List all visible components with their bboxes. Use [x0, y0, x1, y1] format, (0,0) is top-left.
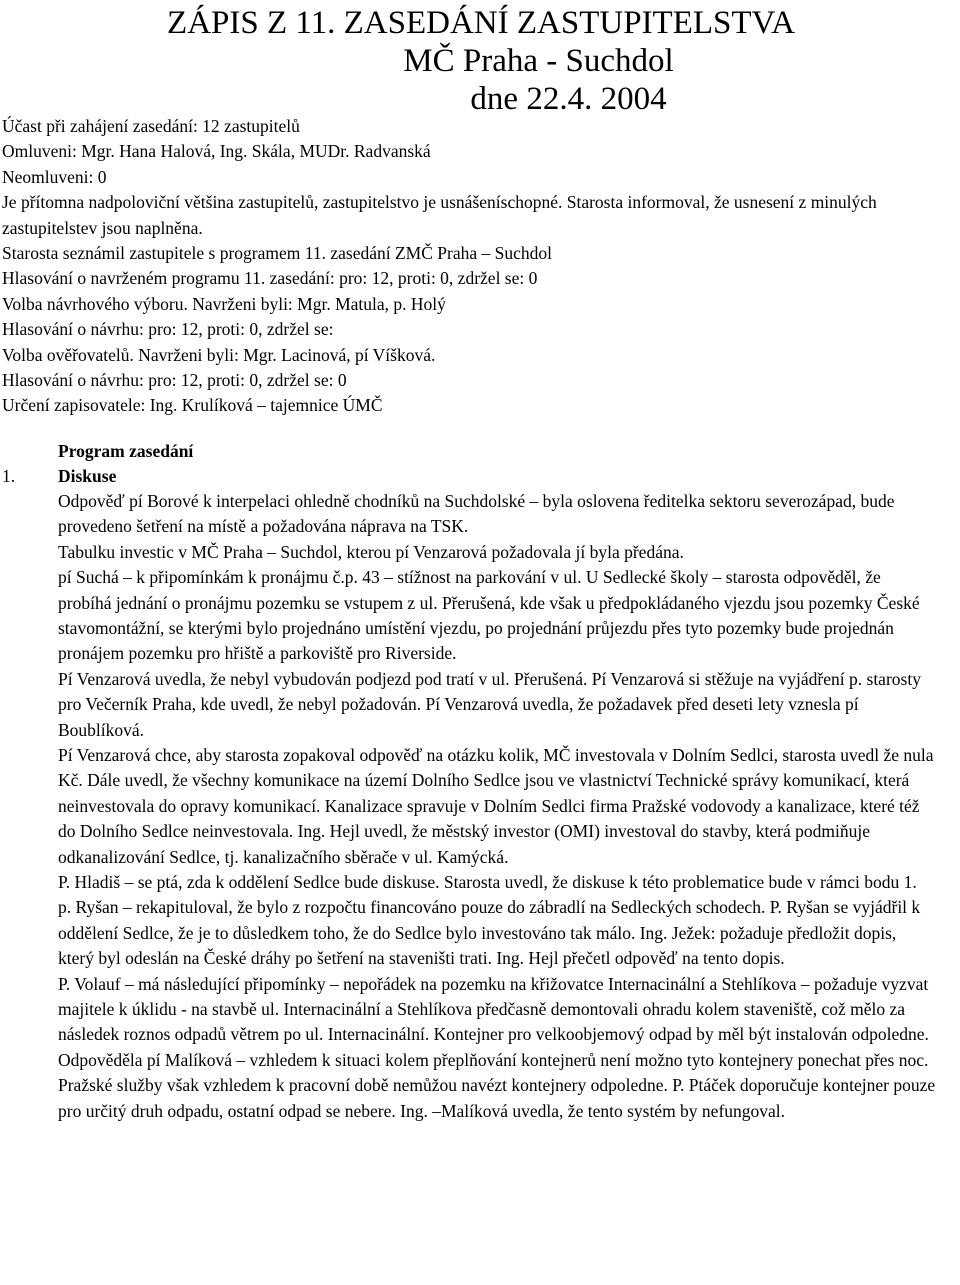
title-line-3: dne 22.4. 2004: [470, 81, 667, 117]
agenda-item-label: Diskuse: [58, 465, 117, 486]
intro-section: [2, 114, 960, 419]
unexcused-line: Neomluveni: 0: [2, 166, 107, 187]
agenda-item-1: [2, 464, 960, 489]
program-vote-line: Hlasování o navrženém programu 11. zasedání: pro: 12, proti: 0, zdržel se: 0: [2, 268, 538, 289]
discussion-paragraph: P. Hladiš – se ptá, zda k oddělení Sedlce bude diskuse. Starosta uvedl, že diskuse k této problematice bude v rámci bodu 1.: [58, 871, 917, 892]
committee-vote-line: Hlasování o návrhu: pro: 12, proti: 0, zdržel se:: [2, 319, 334, 340]
agenda-item-number: 1.: [2, 465, 16, 486]
excused-line: Omluveni: Mgr. Hana Halová, Ing. Skála, MUDr. Radvanská: [2, 141, 431, 162]
committee-election-line: Volba návrhového výboru. Navrženi byli: Mgr. Matula, p. Holý: [2, 293, 446, 314]
discussion-paragraph: P. Volauf – má následující připomínky – nepořádek na pozemku na křižovatce Internacinální a Stehlíkova – požaduje vyzvat majitele k úklidu - na stavbě ul. Internacinální a Stehlíkova předčasně demontovali ohradu kolem staveniště, což mělo za následek roznos odpadů větrem po ul. Internacinální. Kontejner pro velkoobjemový odpad by měl být instalován odpoledne. Odpověděla pí Malíková – vzhledem k situaci kolem přeplňování kontejnerů není možno tyto kontejnery ponechat přes noc. Pražské služby však vzhledem k pracovní době nemůžou navézt kontejnery odpoledne. P. Ptáček doporučuje kontejner pouze pro určitý druh odpadu, ostatní odpad se nebere. Ing. –Malíková uvedla, že tento systém by nefungoval.: [58, 973, 936, 1121]
discussion-paragraph: p. Ryšan – rekapituloval, že bylo z rozpočtu financováno pouze do zábradlí na Sedleckých schodech. P. Ryšan se vyjádřil k oddělení Sedlce, že je to důsledkem toho, že do Sedlce bylo investováno tak málo. Ing. Ježek: požaduje předložit dopis, který byl odeslán na České dráhy po šetření na staveništi trati. Ing. Hejl přečetl odpověď na tento dopis.: [58, 897, 921, 969]
discussion-paragraph: Tabulku investic v MČ Praha – Suchdol, kterou pí Venzarová požadovala jí byla předána.: [58, 541, 684, 562]
discussion-paragraph: Odpověď pí Borové k interpelaci ohledně chodníků na Suchdolské – byla oslovena ředitelka sektoru severozápad, bude provedeno šetření na místě a požadována náprava na TSK.: [58, 490, 895, 537]
quorum-paragraph: Je přítomna nadpoloviční většina zastupitelů, zastupitelstvo je usnášeníschopné. Starosta informoval, že usnesení z minulých zastupitelstev jsou naplněna.: [2, 192, 877, 238]
title-line-2: MČ Praha - Suchdol: [403, 43, 674, 79]
discussion-body: [58, 489, 960, 1124]
verifiers-vote-line: Hlasování o návrhu: pro: 12, proti: 0, zdržel se: 0: [2, 370, 347, 391]
recorder-line: Určení zapisovatele: Ing. Krulíková – tajemnice ÚMČ: [2, 395, 383, 416]
document-title: [2, 0, 960, 118]
discussion-paragraph: Pí Venzarová chce, aby starosta zopakoval odpověď na otázku kolik, MČ investovala v Dolním Sedlci, starosta uvedl že nula Kč. Dále uvedl, že všechny komunikace na území Dolního Sedlce jsou ve vlastnictví Technické správy komunikací, která neinvestovala do opravy komunikací. Kanalizace spravuje v Dolním Sedlci firma Pražské vodovody a kanalizace, které též do Dolního Sedlce neinvestovala. Ing. Hejl uvedl, že městský investor (OMI) investoval do stavby, která podmiňuje odkanalizování Sedlce, tj. kanalizačního sběrače v ul. Kamýcká.: [58, 744, 934, 867]
program-intro-line: Starosta seznámil zastupitele s programem 11. zasedání ZMČ Praha – Suchdol: [2, 243, 552, 264]
discussion-paragraph: pí Suchá – k připomínkám k pronájmu č.p. 43 – stížnost na parkování v ul. U Sedlecké školy – starosta odpověděl, že probíhá jednání o pronájmu pozemku se vstupem z ul. Přerušená, kde však u předpokládaného vjezdu jsou pozemky České stavomontážní, se kterými bylo projednáno umístění vjezdu, po projednání průjezdu přes tyto pozemky bude projednán pronájem pozemku pro hřiště a parkoviště pro Riverside.: [58, 567, 920, 664]
title-line-1: ZÁPIS Z 11. ZASEDÁNÍ ZASTUPITELSTVA: [167, 5, 795, 41]
attendance-line: Účast při zahájení zasedání: 12 zastupitelů: [2, 116, 300, 136]
program-heading: Program zasedání: [58, 440, 194, 461]
verifiers-election-line: Volba ověřovatelů. Navrženi byli: Mgr. Lacinová, pí Víšková.: [2, 344, 436, 365]
discussion-paragraph: Pí Venzarová uvedla, že nebyl vybudován podjezd pod tratí v ul. Přerušená. Pí Venzarová si stěžuje na vyjádření p. starosty pro Večerník Praha, kde uvedl, že nebyl požadován. Pí Venzarová uvedla, že požadavek před deseti lety vznesla pí Boublíková.: [58, 668, 921, 740]
